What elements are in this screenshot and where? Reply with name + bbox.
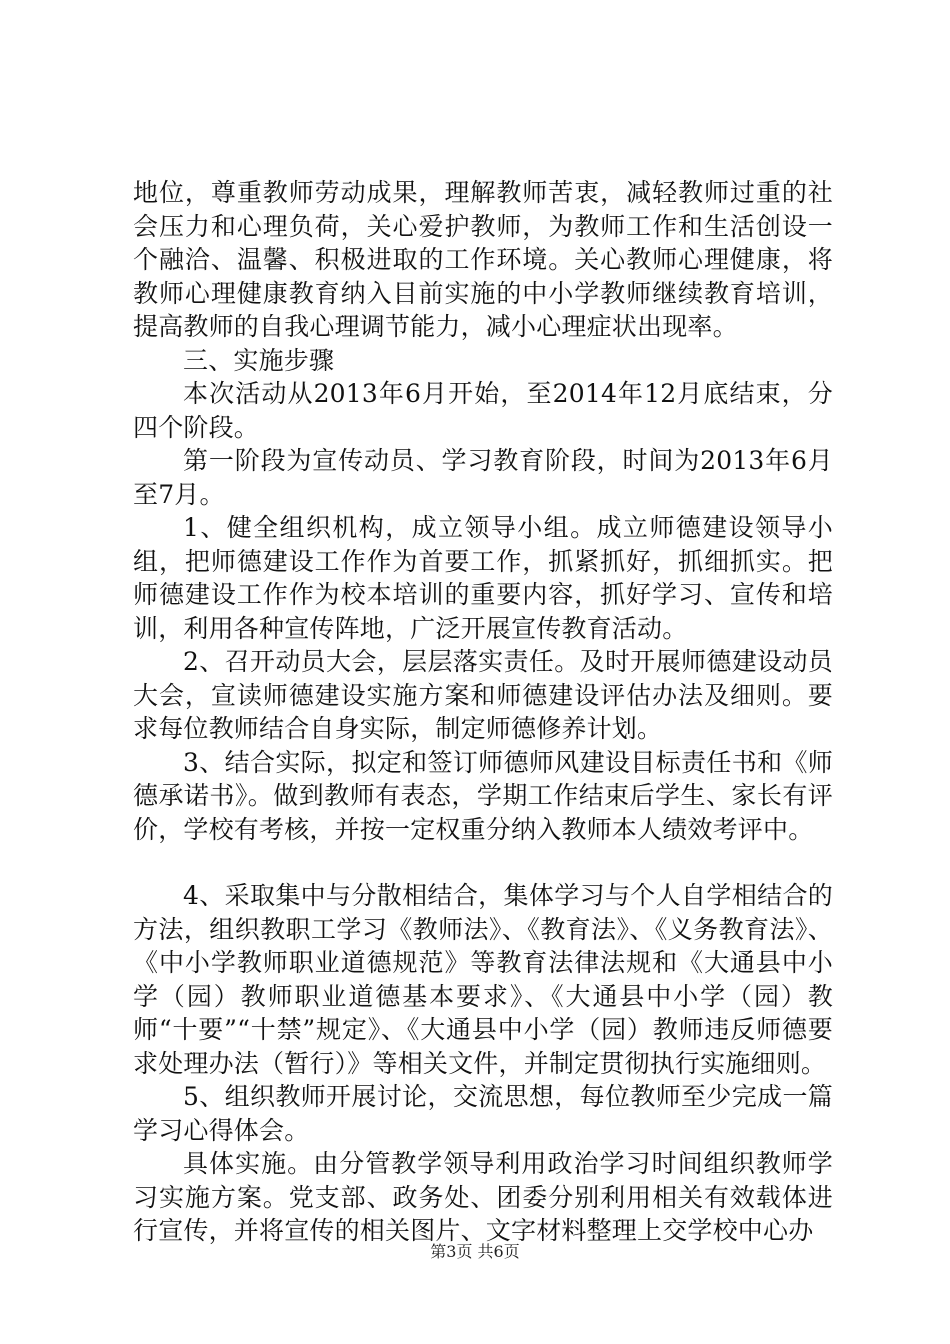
paragraph-continuation: 地位，尊重教师劳动成果，理解教师苦衷，减轻教师过重的社会压力和心理负荷，关心爱护教师，为教师工作和生活创设一个融洽、温馨、积极进取的工作环境。关心教师心理健康，将教师心理健康教育纳入目前实施的中小学教师继续教育培训，提高教师的自我心理调节能力，减小心理症状出现率。: [133, 178, 833, 341]
paragraph-item-1: 1、健全组织机构，成立领导小组。成立师德建设领导小组，把师德建设工作作为首要工作，抓紧抓好，抓细抓实。把师德建设工作作为校本培训的重要内容，抓好学习、宣传和培训，利用各种宣传阵地，广泛开展宣传教育活动。: [133, 513, 833, 643]
page-number-footer: 第3页 共6页: [430, 1242, 520, 1261]
paragraph-phase-one: 第一阶段为宣传动员、学习教育阶段，时间为2013年6月至7月。: [133, 446, 833, 509]
paragraph-item-4: 4、采取集中与分散相结合，集体学习与个人自学相结合的方法，组织教职工学习《教师法》、《教育法》、《义务教育法》、《中小学教师职业道德规范》等教育法律法规和《大通县中小学（园）教师职业道德基本要求》、《大通县中小学（园）教师“十要”“十禁”规定》、《大通县中小学（园）教师违反师德要求处理办法（暂行）》等相关文件，并制定贯彻执行实施细则。: [133, 881, 833, 1078]
paragraph-activity-period: 本次活动从2013年6月开始，至2014年12月底结束，分四个阶段。: [133, 379, 833, 442]
paragraph-item-2: 2、召开动员大会，层层落实责任。及时开展师德建设动员大会，宣读师德建设实施方案和师德建设评估办法及细则。要求每位教师结合自身实际，制定师德修养计划。: [133, 647, 833, 743]
paragraph-item-3: 3、结合实际，拟定和签订师德师风建设目标责任书和《师德承诺书》。做到教师有表态，学期工作结束后学生、家长有评价，学校有考核，并按一定权重分纳入教师本人绩效考评中。: [133, 747, 833, 844]
paragraph-item-5: 5、组织教师开展讨论，交流思想，每位教师至少完成一篇学习心得体会。: [133, 1082, 833, 1145]
section-heading-implementation-steps: 三、实施步骤: [183, 345, 335, 375]
paragraph-implementation: 具体实施。由分管教学领导利用政治学习时间组织教师学习实施方案。党支部、政务处、团委分别利用相关有效载体进行宣传，并将宣传的相关图片、文字材料整理上交学校中心办: [133, 1149, 833, 1245]
document-body: [133, 176, 833, 1248]
